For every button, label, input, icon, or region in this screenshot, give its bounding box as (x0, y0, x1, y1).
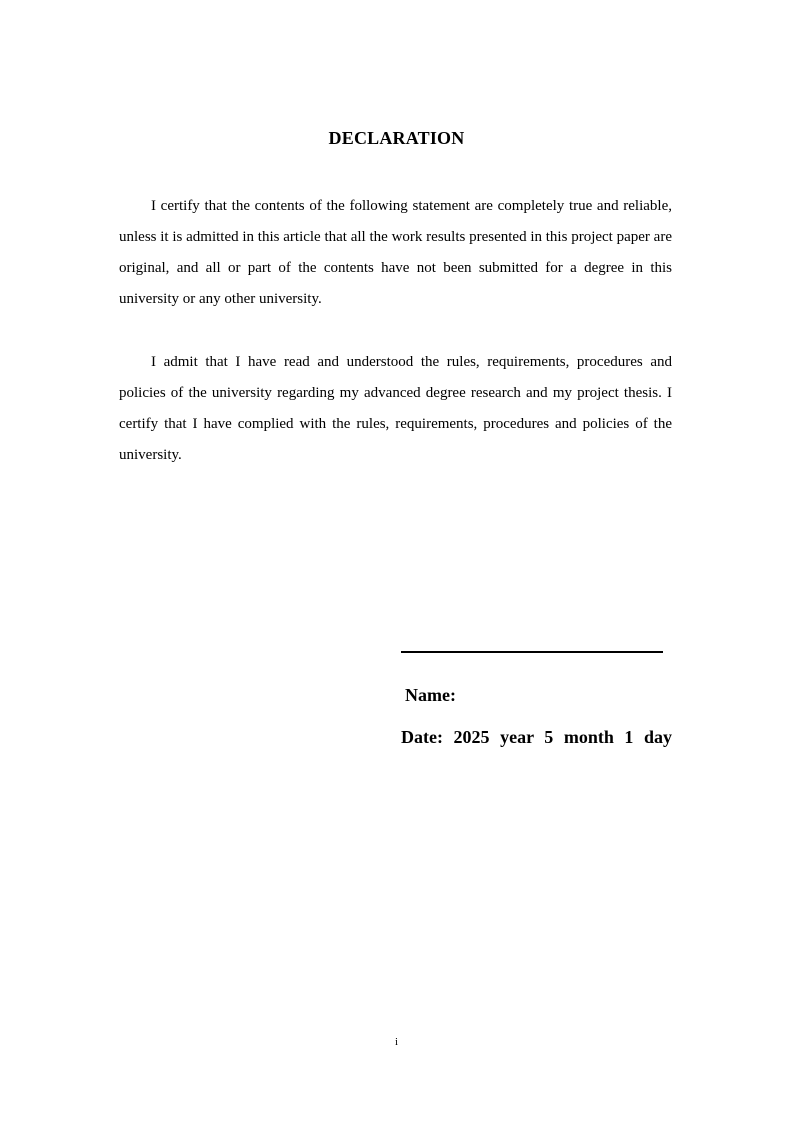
date-line: Date: 2025 year 5 month 1 day (401, 727, 672, 747)
page-number: i (394, 1036, 399, 1048)
name-label: Name: (405, 685, 456, 705)
signature-line (401, 651, 663, 653)
page-title: DECLARATION (328, 128, 465, 148)
declaration-paragraph-2: I admit that I have read and understood the rules, requirements, procedures and policies of the university regarding my advanced degree research and my project thesis. I certify that I have complied with the rules, requirements, procedures and policies of the university. (119, 354, 672, 463)
declaration-paragraph-1: I certify that the contents of the following statement are completely true and reliable, unless it is admitted in this article that all the work results presented in this project paper are original, and all or part of the contents have not been submitted for a degree in this university or any other university. (119, 198, 672, 307)
